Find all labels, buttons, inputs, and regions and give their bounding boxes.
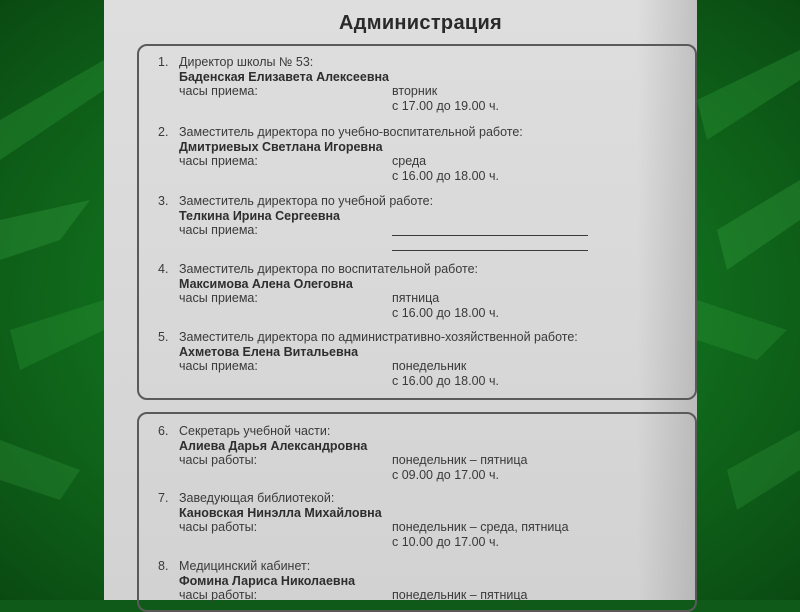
entry-hours-label: часы работы: [179, 453, 258, 467]
entry-time: с 17.00 до 19.00 ч. [392, 99, 499, 113]
entry-time: с 09.00 до 17.00 ч. [392, 468, 499, 482]
entry-number: 8. [158, 559, 169, 573]
entry-name: Баденская Елизавета Алексеевна [179, 70, 390, 84]
entry-name: Телкина Ирина Сергеевна [179, 209, 341, 223]
leaf-pattern-left [0, 0, 104, 600]
entry-role: Медицинский кабинет: [179, 559, 311, 573]
entry-hours-label: часы работы: [179, 520, 258, 534]
entry-name: Кановская Нинэлла Михайловна [179, 506, 382, 520]
entry-day: пятница [392, 291, 440, 305]
entry-hours-label: часы приема: [179, 359, 258, 373]
entry-number: 4. [158, 262, 169, 276]
entry-name: Алиева Дарья Александровна [179, 439, 368, 453]
entry-number: 5. [158, 330, 169, 344]
entry-day: понедельник – пятница [392, 588, 528, 602]
entry-role: Заместитель директора по административно-хозяйственной работе: [179, 330, 578, 344]
entry-time: с 16.00 до 18.00 ч. [392, 169, 499, 183]
entry-number: 2. [158, 125, 169, 139]
blank-line [392, 250, 588, 251]
entry-name: Фомина Лариса Николаевна [179, 574, 356, 588]
entry-name: Ахметова Елена Витальевна [179, 345, 359, 359]
entry-role: Заместитель директора по учебной работе: [179, 194, 434, 208]
leaf-pattern-right [697, 0, 800, 600]
blank-line [392, 235, 588, 236]
entry-hours-label: часы приема: [179, 223, 258, 237]
entry-hours-label: часы приема: [179, 84, 258, 98]
entry-time: с 16.00 до 18.00 ч. [392, 306, 499, 320]
entry-role: Заведующая библиотекой: [179, 491, 335, 505]
entry-number: 3. [158, 194, 169, 208]
entry-role: Заместитель директора по воспитательной работе: [179, 262, 479, 276]
entry-time: с 16.00 до 18.00 ч. [392, 374, 499, 388]
entry-number: 7. [158, 491, 169, 505]
entry-day: среда [392, 154, 427, 168]
entry-day: понедельник – пятница [392, 453, 528, 467]
page-title: Администрация [339, 12, 503, 34]
entry-role: Секретарь учебной части: [179, 424, 331, 438]
entry-role: Заместитель директора по учебно-воспитательной работе: [179, 125, 523, 139]
entry-number: 6. [158, 424, 169, 438]
entry-day: понедельник – среда, пятница [392, 520, 569, 534]
entry-hours-label: часы работы: [179, 588, 258, 602]
entry-time: с 10.00 до 17.00 ч. [392, 535, 499, 549]
entry-day: вторник [392, 84, 438, 98]
entry-name: Максимова Алена Олеговна [179, 277, 353, 291]
entry-hours-label: часы приема: [179, 154, 258, 168]
entry-number: 1. [158, 55, 169, 69]
entry-hours-label: часы приема: [179, 291, 258, 305]
entry-role: Директор школы № 53: [179, 55, 314, 69]
entry-name: Дмитриевых Светлана Игоревна [179, 140, 383, 154]
entry-day: понедельник [392, 359, 467, 373]
